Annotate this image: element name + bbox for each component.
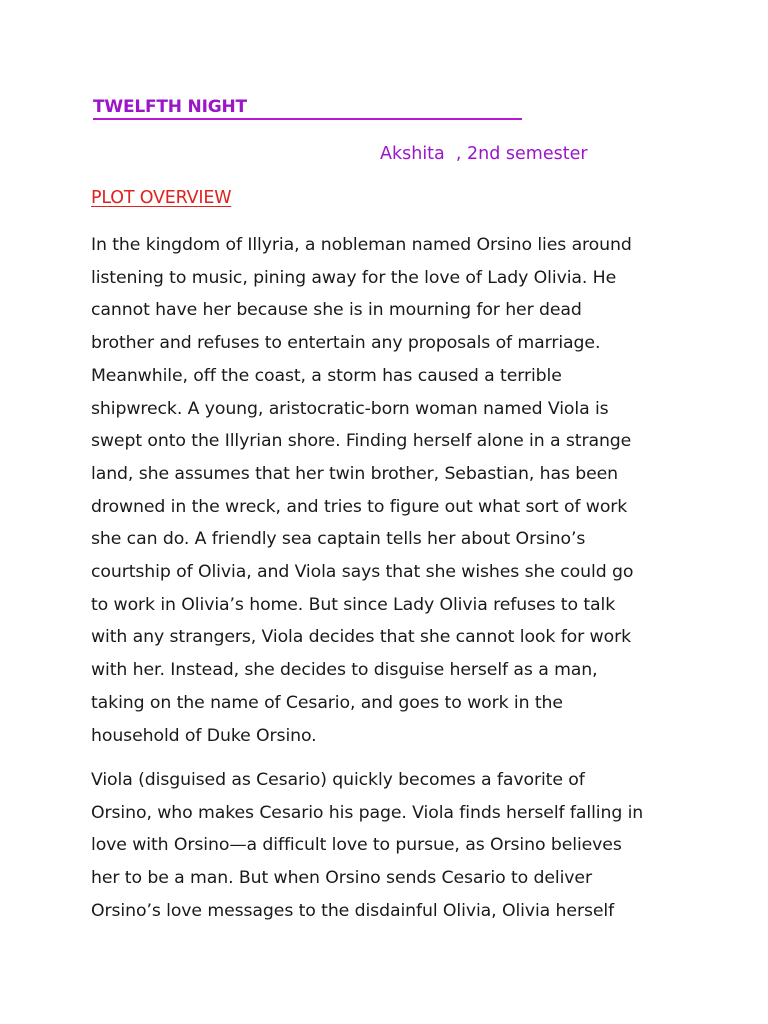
paragraph-line: Viola (disguised as Cesario) quickly becomes a favorite of <box>91 770 585 790</box>
paragraph-line: cannot have her because she is in mourning for her dead <box>91 300 582 321</box>
paragraph-line: courtship of Olivia, and Viola says that she wishes she could go <box>91 562 634 583</box>
paragraph-line: her to be a man. But when Orsino sends Cesario to deliver <box>91 868 592 889</box>
paragraph-1 <box>91 229 691 752</box>
paragraph-line: In the kingdom of Illyria, a nobleman named Orsino lies around <box>91 235 632 255</box>
section-heading: PLOT OVERVIEW <box>91 188 232 208</box>
paragraph-line: with any strangers, Viola decides that she cannot look for work <box>91 627 631 648</box>
paragraph-line: listening to music, pining away for the love of Lady Olivia. He <box>91 267 617 288</box>
paragraph-line: Meanwhile, off the coast, a storm has caused a terrible <box>91 365 562 386</box>
paragraph-line: swept onto the Illyrian shore. Finding herself alone in a strange <box>91 431 632 452</box>
paragraph-line: with her. Instead, she decides to disguise herself as a man, <box>91 660 598 681</box>
paragraph-line: brother and refuses to entertain any proposals of marriage. <box>91 333 601 354</box>
author-line: Akshita , 2nd semester <box>380 144 588 164</box>
paragraph-line: household of Duke Orsino. <box>91 725 317 746</box>
paragraph-line: Orsino, who makes Cesario his page. Viola finds herself falling in <box>91 802 644 823</box>
paragraph-line: Orsino’s love messages to the disdainful Olivia, Olivia herself <box>91 900 615 921</box>
paragraph-line: shipwreck. A young, aristocratic-born woman named Viola is <box>91 398 609 419</box>
paragraph-line: she can do. A friendly sea captain tells her about Orsino’s <box>91 529 586 550</box>
paragraph-2 <box>91 764 691 928</box>
paragraph-line: to work in Olivia’s home. But since Lady Olivia refuses to talk <box>91 594 616 615</box>
paragraph-line: taking on the name of Cesario, and goes to work in the <box>91 692 563 713</box>
paragraph-line: love with Orsino—a difficult love to pursue, as Orsino believes <box>91 835 622 856</box>
paragraph-line: drowned in the wreck, and tries to figure out what sort of work <box>91 496 628 517</box>
paragraph-line: land, she assumes that her twin brother, Sebastian, has been <box>91 463 619 484</box>
document-title: TWELFTH NIGHT <box>93 96 522 120</box>
